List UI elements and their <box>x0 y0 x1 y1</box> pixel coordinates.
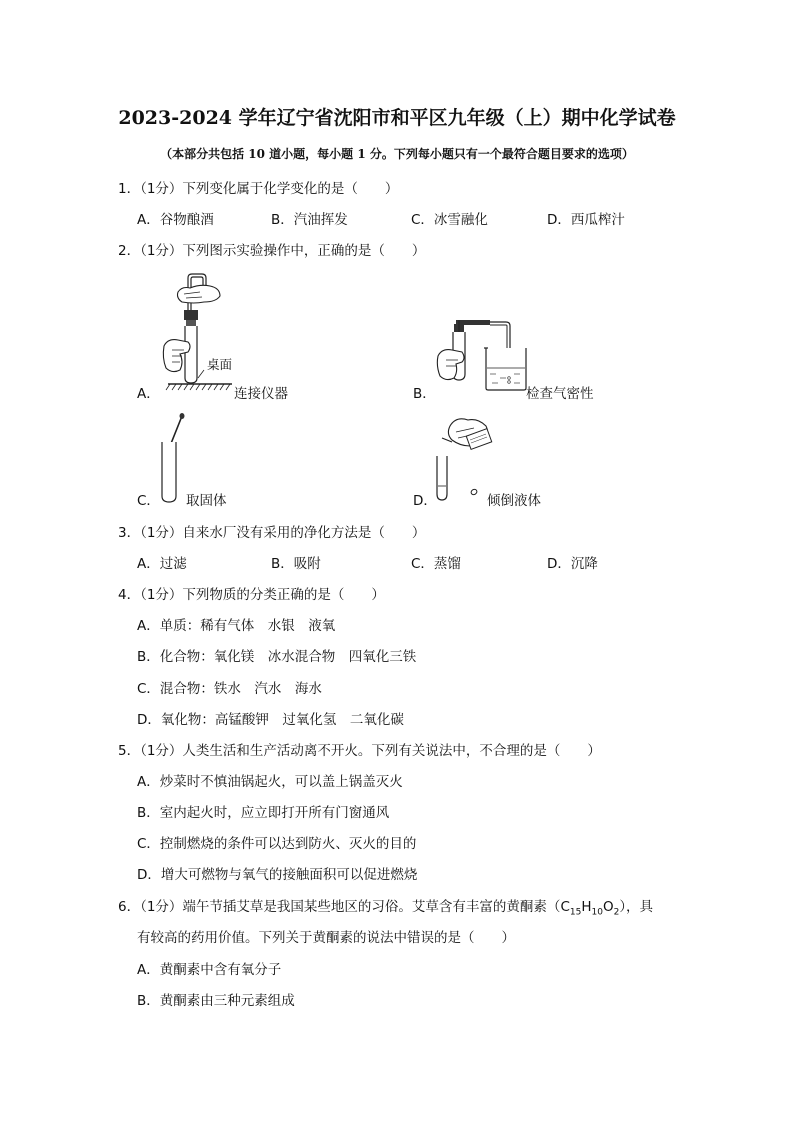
question-3-stem: 3．（1分）自来水厂没有采用的净化方法是（ ） <box>118 525 426 541</box>
question-2-option-a[interactable]: A． <box>137 386 160 402</box>
figure-b-caption: 检查气密性 <box>526 386 594 402</box>
question-2-option-c[interactable]: C． <box>137 493 160 509</box>
question-4-option-c[interactable]: C．混合物：铁水 汽水 海水 <box>137 681 322 697</box>
figure-c-caption: 取固体 <box>186 493 227 509</box>
figure-c-take-solid <box>156 412 186 504</box>
page-title: 2023-2024 学年辽宁省沈阳市和平区九年级（上）期中化学试卷 <box>118 107 676 129</box>
figure-d-caption: 倾倒液体 <box>487 493 541 509</box>
question-5-stem: 5．（1分）人类生活和生产活动离不开火。下列有关说法中，不合理的是（ ） <box>118 743 601 759</box>
question-5-option-b[interactable]: B．室内起火时，应立即打开所有门窗通风 <box>137 805 390 821</box>
question-6-option-b[interactable]: B．黄酮素由三种元素组成 <box>137 993 295 1009</box>
question-6-stem <box>118 895 653 918</box>
question-3-option-c[interactable]: C．蒸馏 <box>411 556 461 572</box>
figure-b-check-airtightness <box>436 316 528 394</box>
section-instructions: （本部分共包括 10 道小题，每小题 1 分。下列每小题只有一个最符合题目要求的选项） <box>160 147 634 161</box>
question-6-option-a[interactable]: A．黄酮素中含有氧分子 <box>137 962 282 978</box>
question-3-option-a[interactable]: A．过滤 <box>137 556 187 572</box>
question-3-option-b[interactable]: B．吸附 <box>271 556 321 572</box>
figure-a-connect-apparatus <box>160 270 240 395</box>
question-3-option-d[interactable]: D．沉降 <box>547 556 598 572</box>
question-4-stem: 4．（1分）下列物质的分类正确的是（ ） <box>118 587 385 603</box>
question-4-option-a[interactable]: A．单质：稀有气体 水银 液氧 <box>137 618 336 634</box>
figure-a-caption: 连接仪器 <box>234 386 288 402</box>
question-6-stem-text: 6．（1分）端午节插艾草是我国某些地区的习俗。艾草含有丰富的黄酮素（ <box>118 899 561 915</box>
question-1-stem: 1．（1分）下列变化属于化学变化的是（ ） <box>118 181 399 197</box>
question-4-option-b[interactable]: B．化合物：氧化镁 冰水混合物 四氧化三铁 <box>137 649 417 665</box>
question-6-stem-line2: 有较高的药用价值。下列关于黄酮素的说法中错误的是（ ） <box>137 930 515 946</box>
question-2-option-d[interactable]: D． <box>413 493 437 509</box>
question-2-stem: 2．（1分）下列图示实验操作中，正确的是（ ） <box>118 243 426 259</box>
question-4-option-d[interactable]: D．氧化物：高锰酸钾 过氧化氢 二氧化碳 <box>137 712 404 728</box>
flavone-formula: $C_{15}H_{10}O_2$ <box>560 899 620 918</box>
question-6-stem-tail: ），具 <box>619 899 654 915</box>
question-2-option-b[interactable]: B． <box>413 386 436 402</box>
figure-a-table-label: 桌面 <box>207 357 233 372</box>
question-5-option-c[interactable]: C．控制燃烧的条件可以达到防火、灭火的目的 <box>137 836 417 852</box>
question-1-option-b[interactable]: B．汽油挥发 <box>271 212 348 228</box>
question-5-option-a[interactable]: A．炒菜时不慎油锅起火，可以盖上锅盖灭火 <box>137 774 403 790</box>
question-1-option-a[interactable]: A．谷物酿酒 <box>137 212 214 228</box>
question-5-option-d[interactable]: D．增大可燃物与氧气的接触面积可以促进燃烧 <box>137 867 418 883</box>
question-1-option-c[interactable]: C．冰雪融化 <box>411 212 488 228</box>
question-1-option-d[interactable]: D．西瓜榨汁 <box>547 212 625 228</box>
